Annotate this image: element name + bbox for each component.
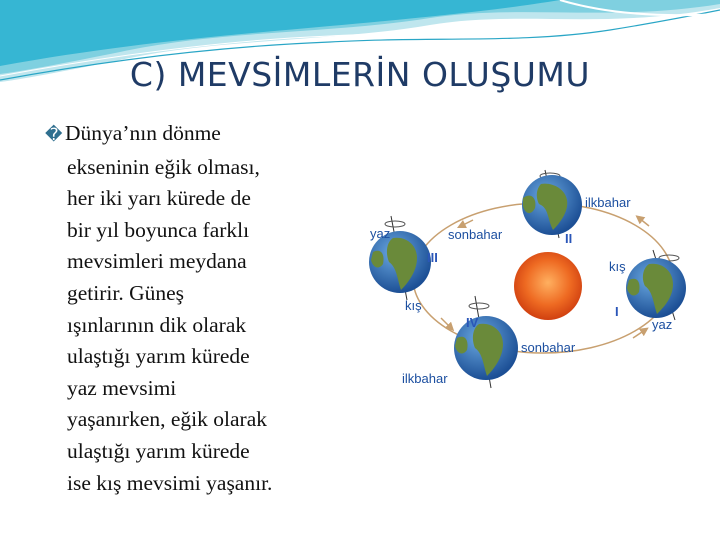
earth-icon — [522, 170, 582, 238]
body-paragraph — [45, 118, 345, 499]
body-line: ışınlarının dik olarak — [67, 312, 247, 337]
sun-icon — [514, 252, 582, 320]
seasons-diagram — [353, 168, 693, 393]
body-line: ise kış mevsimi yaşanır. — [67, 470, 273, 495]
body-line: yaz mevsimi — [67, 375, 177, 400]
body-line: yaşanırken, eğik olarak — [67, 407, 267, 432]
body-line: ekseninin eğik olması, — [67, 154, 260, 179]
earth-icon — [626, 250, 686, 320]
label-yaz-left: yaz — [370, 226, 391, 241]
label-sonbahar-bottom: sonbahar — [521, 340, 576, 355]
body-line: bir yıl boyunca farklı — [67, 217, 250, 242]
body-line: Dünya’nın dönme — [65, 121, 221, 145]
slide-title: C) MEVSİMLERİN OLUŞUMU — [129, 55, 591, 94]
body-line: getirir. Güneş — [67, 280, 185, 305]
roman-numeral-iii: III — [427, 250, 438, 265]
body-line: her iki yarı kürede de — [67, 186, 251, 211]
body-line: ulaştığı yarım kürede — [67, 344, 250, 369]
label-yaz-right: yaz — [652, 317, 673, 332]
roman-numeral-iv: IV — [466, 315, 479, 330]
label-kis-right: kış — [609, 259, 626, 274]
body-text — [45, 118, 345, 499]
label-ilkbahar-bottom: ilkbahar — [402, 371, 448, 386]
roman-numeral-i: I — [615, 304, 619, 319]
earth-icon — [454, 296, 518, 388]
label-kis-left: kış — [405, 298, 422, 313]
roman-numeral-ii: II — [565, 231, 573, 246]
bullet-icon: � — [45, 125, 63, 145]
label-ilkbahar-top: ilkbahar — [585, 195, 631, 210]
body-line: mevsimleri meydana — [67, 249, 247, 274]
body-line: ulaştığı yarım kürede — [67, 438, 250, 463]
label-sonbahar-top: sonbahar — [448, 227, 503, 242]
